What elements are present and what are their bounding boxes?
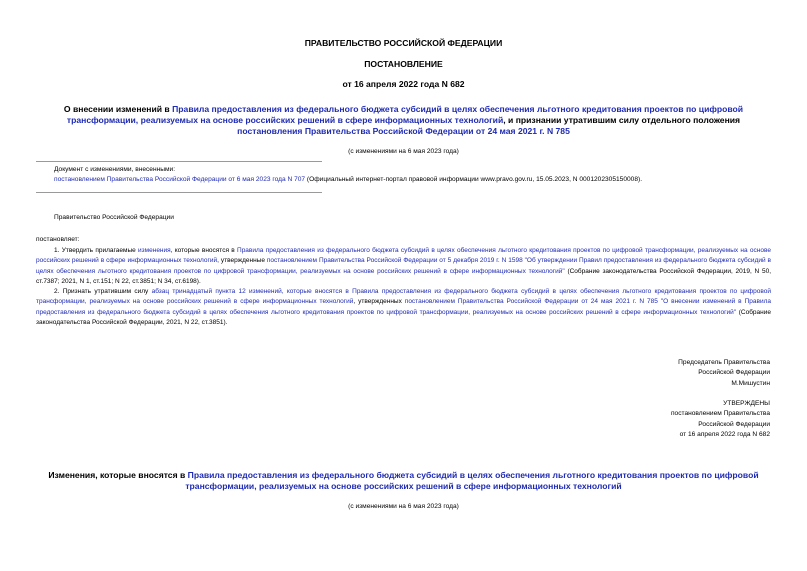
amendments-label: Документ с изменениями, внесенными: bbox=[54, 166, 176, 173]
p2-resolution-785-link[interactable]: постановлением Правительства Российской Федерации от 24 мая 2021 г. N 785 "О внесении изменений в Правила предоставления из федерального бюджета субсидий в целях обеспечения льготного кредитования проектов по цифровой трансформации, реализуемых на основе российских решений в сфере информационных технологий" bbox=[36, 298, 771, 316]
paragraph-1 bbox=[36, 246, 771, 287]
approval-block bbox=[560, 399, 770, 441]
divider-bottom bbox=[36, 192, 322, 193]
rules-link[interactable]: Правила предоставления из федерального бюджета субсидий в целях обеспечения льготного кредитования проектов по цифровой трансформации, реализуемых на основе российских решений в сфере информационных технологий bbox=[66, 104, 744, 126]
changes-prefix: Изменения, которые вносятся в bbox=[48, 470, 188, 480]
government-heading: ПРАВИТЕЛЬСТВО РОССИЙСКОЙ ФЕДЕРАЦИИ bbox=[304, 38, 503, 48]
changes-link[interactable]: изменения bbox=[138, 247, 171, 254]
government-subject: Правительство Российской Федерации bbox=[54, 214, 174, 221]
signature-country: Российской Федерации bbox=[698, 369, 770, 377]
document-date-number: от 16 апреля 2022 года N 682 bbox=[342, 79, 465, 89]
resolution-707-link[interactable]: постановлением Правительства Российской Федерации от 6 мая 2023 года N 707 bbox=[54, 176, 306, 183]
p1-text-d: (Собрание законодательства Российской Федерации, 2019, N 50, ст.7387; 2021, N 1, ст.151; N 22, ст.3851; N 34, ст.6198). bbox=[36, 267, 771, 285]
p2-text-a: 2. Признать утратившим силу bbox=[54, 288, 152, 295]
document-type: ПОСТАНОВЛЕНИЕ bbox=[364, 59, 443, 69]
edition-note: (с изменениями на 6 мая 2023 года) bbox=[348, 148, 459, 155]
resolves-label: постановляет: bbox=[36, 236, 80, 243]
signature-name: М.Мишустин bbox=[731, 379, 770, 387]
changes-heading bbox=[48, 470, 759, 492]
approved-by: постановлением Правительства bbox=[670, 410, 770, 418]
title-middle: , и признании утратившим силу отдельного положения bbox=[503, 115, 741, 126]
approved-country: Российской Федерации bbox=[698, 420, 770, 428]
signature-block bbox=[560, 358, 770, 389]
p1-text-c: , утвержденные bbox=[217, 257, 267, 265]
title-prefix: О внесении изменений в bbox=[63, 104, 173, 114]
p1-rules-link[interactable]: Правила предоставления из федерального бюджета субсидий в целях обеспечения льготного кредитования проектов по цифровой трансформации, реализуемых на основе российских решений в сфере информационных технологий bbox=[36, 247, 771, 265]
approved-date: от 16 апреля 2022 года N 682 bbox=[679, 431, 770, 439]
resolution-785-link[interactable]: постановления Правительства Российской Федерации от 24 мая 2021 г. N 785 bbox=[237, 126, 570, 137]
approved-label: УТВЕРЖДЕНЫ bbox=[723, 400, 770, 407]
document-title bbox=[48, 104, 759, 138]
signature-title: Председатель Правительства bbox=[678, 359, 770, 366]
paragraph-13-link[interactable]: абзац тринадцатый пункта 12 изменений, которые вносятся в Правила предоставления из федерального бюджета субсидий в целях обеспечения льготного кредитования проектов по цифровой трансформации, реализуемых на основе российских решений в сфере информационных технологий bbox=[36, 288, 771, 306]
p1-text-b: , которые вносятся в bbox=[170, 247, 238, 254]
divider-top bbox=[36, 161, 322, 162]
p1-text-a: 1. Утвердить прилагаемые bbox=[54, 247, 139, 254]
paragraph-2 bbox=[36, 287, 771, 328]
p2-text-c: (Собрание законодательства Российской Федерации, 2021, N 22, ст.3851). bbox=[36, 308, 771, 326]
amendments-source: (Официальный интернет-портал правовой информации www.pravo.gov.ru, 15.05.2023, N 0001202305150008). bbox=[305, 176, 643, 183]
amendments-entry bbox=[54, 176, 642, 183]
changes-edition-note: (с изменениями на 6 мая 2023 года) bbox=[348, 503, 459, 510]
changes-rules-link[interactable]: Правила предоставления из федерального бюджета субсидий в целях обеспечения льготного кредитования проектов по цифровой трансформации, реализуемых на основе российских решений в сфере информационных технологий bbox=[185, 470, 759, 492]
resolution-1598-link[interactable]: постановлением Правительства Российской Федерации от 5 декабря 2019 г. N 1598 "Об утверждении Правил предоставления из федерального бюджета субсидий в целях обеспечения льготного кредитования проектов по цифровой трансформации, реализуемых на основе российских решений в сфере информационных технологий" bbox=[36, 257, 771, 275]
p2-text-b: , утвержденных bbox=[353, 298, 405, 306]
